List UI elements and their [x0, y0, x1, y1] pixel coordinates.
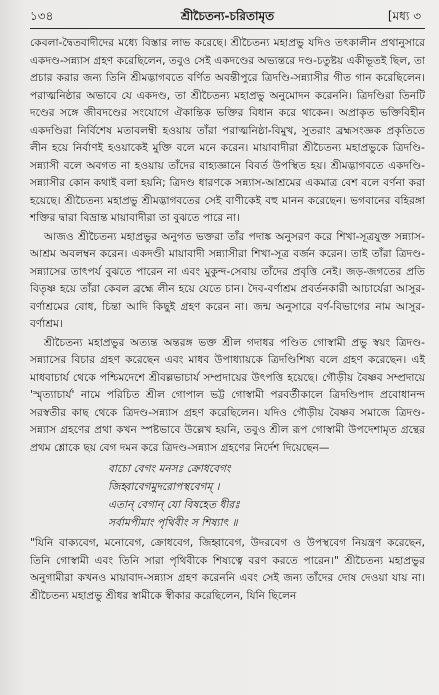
page-header: [30, 6, 425, 26]
page-body: [30, 35, 425, 605]
verse-line: এতান্ বেগান্ যো বিষহেত ধীরঃ: [108, 499, 240, 511]
verse-line: সর্বামপীমাং পৃথিবীং স শিষ্যাৎ ॥: [108, 517, 238, 529]
paragraph: শ্রীচৈতন্য মহাপ্রভুর অত্যন্ত অন্তরঙ্গ ভক্ত শ্রীল গদাধর পণ্ডিত গোস্বামী প্রভু স্বয়ং ত্রিদণ্ড-সন্ন্যাসের বিচার গ্রহণ করেছেন এবং মাধব উপাধ্যায়কে ত্রিদণ্ডিশিষ্য বলে গ্রহণ করেছেন। এই মাধবাচার্য থেকে পশ্চিমদেশে শ্রীবল্লভাচার্য সম্প্রদায়ের উৎপত্তি হয়েছে। গৌড়ীয় বৈষ্ণব সম্প্রদায়ে 'স্মৃত্যাচার্য' নামে পরিচিত শ্রীল গোপাল ভট্ট গোস্বামী পরবর্তীকালে ত্রিদণ্ডিপাদ প্রবোধানন্দ সরস্বতীর কাছ থেকে ত্রিদণ্ড-সন্ন্যাস গ্রহণ করেছিলেন। যদিও গৌড়ীয় বৈষ্ণব সমাজে ত্রিদণ্ড-সন্ন্যাস গ্রহণের প্রথা কখন স্পষ্টভাবে উল্লেখ হয়নি, তবুও শ্রীল রূপ গোস্বামী উপদেশামৃত গ্রন্থের প্রথম শ্লোকে ছয় বেগ দমন করে ত্রিদণ্ড-সন্ন্যাস গ্রহণের নির্দেশ দিয়েছেন—: [30, 336, 425, 454]
sanskrit-verse: [108, 460, 425, 532]
book-title: শ্রীচৈতন্য-চরিতামৃত: [180, 9, 275, 23]
verse-line: জিহ্বাবেগমুদরোপস্থবেগম্ ।: [108, 481, 220, 493]
chapter-label: [মধ্য ৩: [387, 9, 421, 23]
translation-paragraph: "যিনি বাক্যবেগ, মনোবেগ, ক্রোধবেগ, জিহ্বাবেগ, উদরবেগ ও উপস্থবেগ নিয়ন্ত্রণ করেছেন, তিনি গোস্বামী এবং তিনি সারা পৃথিবীকে শিষ্যত্বে বরণ করতে পারেন।" শ্রীচৈতন্য মহাপ্রভুর অনুগামীরা কখনও মায়াবাদ-সন্ন্যাস গ্রহণ করেননি এবং সেই জন্য তাঁদের দোষ দেওয়া যায় না। শ্রীচৈতন্য মহাপ্রভু শ্রীধর স্বামীকে স্বীকার করেছিলেন, যিনি ছিলেন: [30, 537, 425, 602]
header-divider: [30, 28, 425, 29]
page-number: ১৩৪: [30, 9, 54, 23]
paragraph: আজও শ্রীচৈতন্য মহাপ্রভুর অনুগত ভক্তরা তাঁর পদাঙ্ক অনুসরণ করে শিখা-সূত্রযুক্ত সন্ন্যাস-আশ্রম অবলম্বন করেন। একদণ্ডী মায়াবাদী সন্ন্যাসীরা শিখা-সূত্র বর্জন করেন। তাই তাঁরা ত্রিদণ্ড-সন্ন্যাসের তাৎপর্য বুঝতে পারেন না এবং মুকুন্দ-সেবায় তাঁদের প্রবৃত্তি নেই। জড়-জগতের প্রতি বিতৃষ্ণ হয়ে তাঁরা কেবল ব্রহ্মে লীন হয়ে যেতে চান। দৈব-বর্ণাশ্রম প্রবর্তনকারী আচার্যেরা আসুর-বর্ণাশ্রমের বোধ, চিন্তা আদি কিছুই গ্রহণ করেন না। জন্ম অনুসারে বর্ণ-বিভাগের নাম আসুর-বর্ণাশ্রম।: [30, 230, 425, 330]
paragraph: কেবলা-দ্বৈতবাদীদের মধ্যে বিস্তার লাভ করেছে। শ্রীচৈতন্য মহাপ্রভু যদিও তৎকালীন প্রথানুসারে একদণ্ড-সন্ন্যাস গ্রহণ করেছিলেন, তবুও সেই একদণ্ডের অভ্যন্তরে দণ্ড-চতুষ্টয় একীভূতই ছিল, তা প্রচার করার জন্য তিনি শ্রীমদ্ভাগবতে বর্ণিত অবন্তীপুরে ত্রিদণ্ডি-সন্ন্যাসীর গীত গান করেছিলেন। পরাত্মনিষ্ঠার অভাবে যে একদণ্ড, তা শ্রীচৈতন্য মহাপ্রভু অনুমোদন করেননি। ত্রিদণ্ডিরা তিনটি দণ্ডের সঙ্গে জীবদণ্ডের সংযোগে ঐকান্তিক ভক্তির বিধান করে থাকেন। অপ্রাকৃত ভক্তিবিহীন একদণ্ডিরা নির্বিশেষ মতাবলম্বী হওয়ায় তাঁরা পরাত্মনিষ্ঠা-বিমুখ, সুতরাং ব্রহ্মসংজ্ঞক প্রকৃতিতে লীন হয়ে নির্বাণই হওয়াকেই মুক্তি বলে মনে করেন। মায়াবাদীরা শ্রীচৈতন্য মহাপ্রভুকে ত্রিদণ্ডি-সন্ন্যাসী বলে অবগত না হওয়ায় তাঁদের বাহ্যজ্ঞানে বিবর্ত উপস্থিত হয়। শ্রীমদ্ভাগবতে একদণ্ডি-সন্ন্যাসীর কোন কথাই বলা হয়নি; ত্রিদণ্ড ধারণকে সন্ন্যাস-আশ্রমের একমাত্র বেশ বলে বর্ণনা করা হয়েছে। শ্রীচৈতন্য মহাপ্রভু শ্রীমদ্ভাগবতের সেই বাণীকেই বহু মানন করেছেন। ভগবানের বহিরঙ্গা শক্তির দ্বারা বিভ্রান্ত মায়াবাদীরা তা বুঝতে পারে না।: [30, 37, 425, 224]
verse-line: বাচো বেগং মনসঃ ক্রোধবেগং: [108, 463, 231, 475]
